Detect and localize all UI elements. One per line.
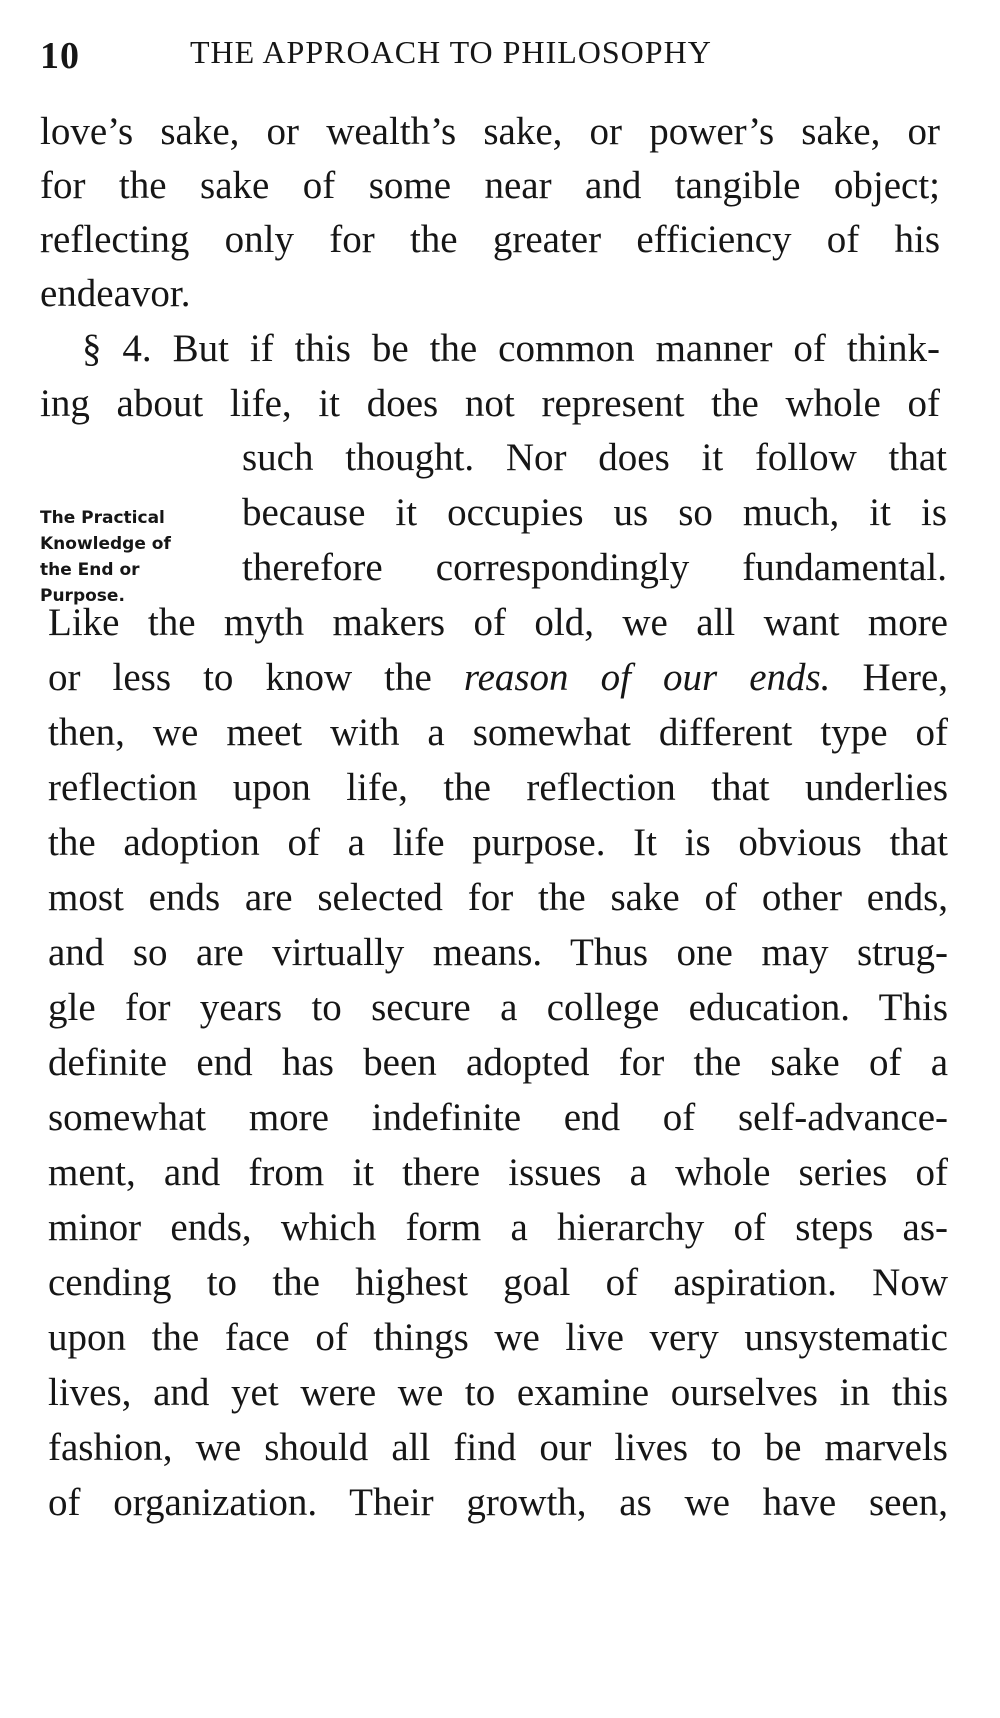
text-line: somewhat more indefinite end of self-advance- [48, 1096, 948, 1139]
text-line: fashion, we should all find our lives to be marvels [48, 1426, 948, 1469]
text-line: Like the myth makers of old, we all want more [48, 601, 948, 644]
text-line: and so are virtually means. Thus one may strug- [48, 931, 948, 974]
text-line: ing about life, it does not represent the whole of [40, 382, 940, 425]
text-line: lives, and yet were we to examine ourselves in this [48, 1371, 948, 1414]
running-head: THE APPROACH TO PHILOSOPHY [190, 34, 712, 70]
text-line: definite end has been adopted for the sake of a [48, 1041, 948, 1084]
page-header [40, 26, 970, 86]
margin-note-line: Knowledge of [40, 534, 171, 554]
text-line: reflection upon life, the reflection that underlies [48, 766, 948, 809]
text-line-section-start: § 4. But if this be the common manner of think- [82, 327, 940, 370]
text-line: for the sake of some near and tangible object; [40, 164, 940, 207]
text-line: because it occupies us so much, it is [242, 491, 947, 534]
text-line: of organization. Their growth, as we have seen, [48, 1481, 948, 1524]
text-line: the adoption of a life purpose. It is obvious that [48, 821, 948, 864]
text-line-mixed [48, 652, 948, 704]
margin-note-line: The Practical [40, 508, 165, 528]
text-line: therefore correspondingly fundamental. [242, 546, 947, 589]
text-line: ment, and from it there issues a whole series of [48, 1151, 948, 1194]
text-line: gle for years to secure a college education. This [48, 986, 948, 1029]
margin-note [40, 505, 220, 609]
text-line: endeavor. [40, 272, 191, 315]
text-run: Here, [862, 656, 949, 699]
margin-note-line: the End or [40, 560, 140, 580]
text-line: such thought. Nor does it follow that [242, 436, 947, 479]
page-number: 10 [40, 35, 80, 77]
text-line: cending to the highest goal of aspiration. Now [48, 1261, 948, 1304]
italic-phrase: reason of our ends. [463, 656, 831, 699]
text-line: upon the face of things we live very unsystematic [48, 1316, 948, 1359]
text-line: most ends are selected for the sake of other ends, [48, 876, 948, 919]
margin-note-line: Purpose. [40, 586, 125, 606]
text-run: or less to know the [48, 656, 432, 699]
text-line: love’s sake, or wealth’s sake, or power’s sake, or [40, 110, 940, 153]
text-line: reflecting only for the greater efficiency of his [40, 218, 940, 261]
text-line: then, we meet with a somewhat different type of [48, 711, 948, 754]
text-line: minor ends, which form a hierarchy of steps as- [48, 1206, 948, 1249]
